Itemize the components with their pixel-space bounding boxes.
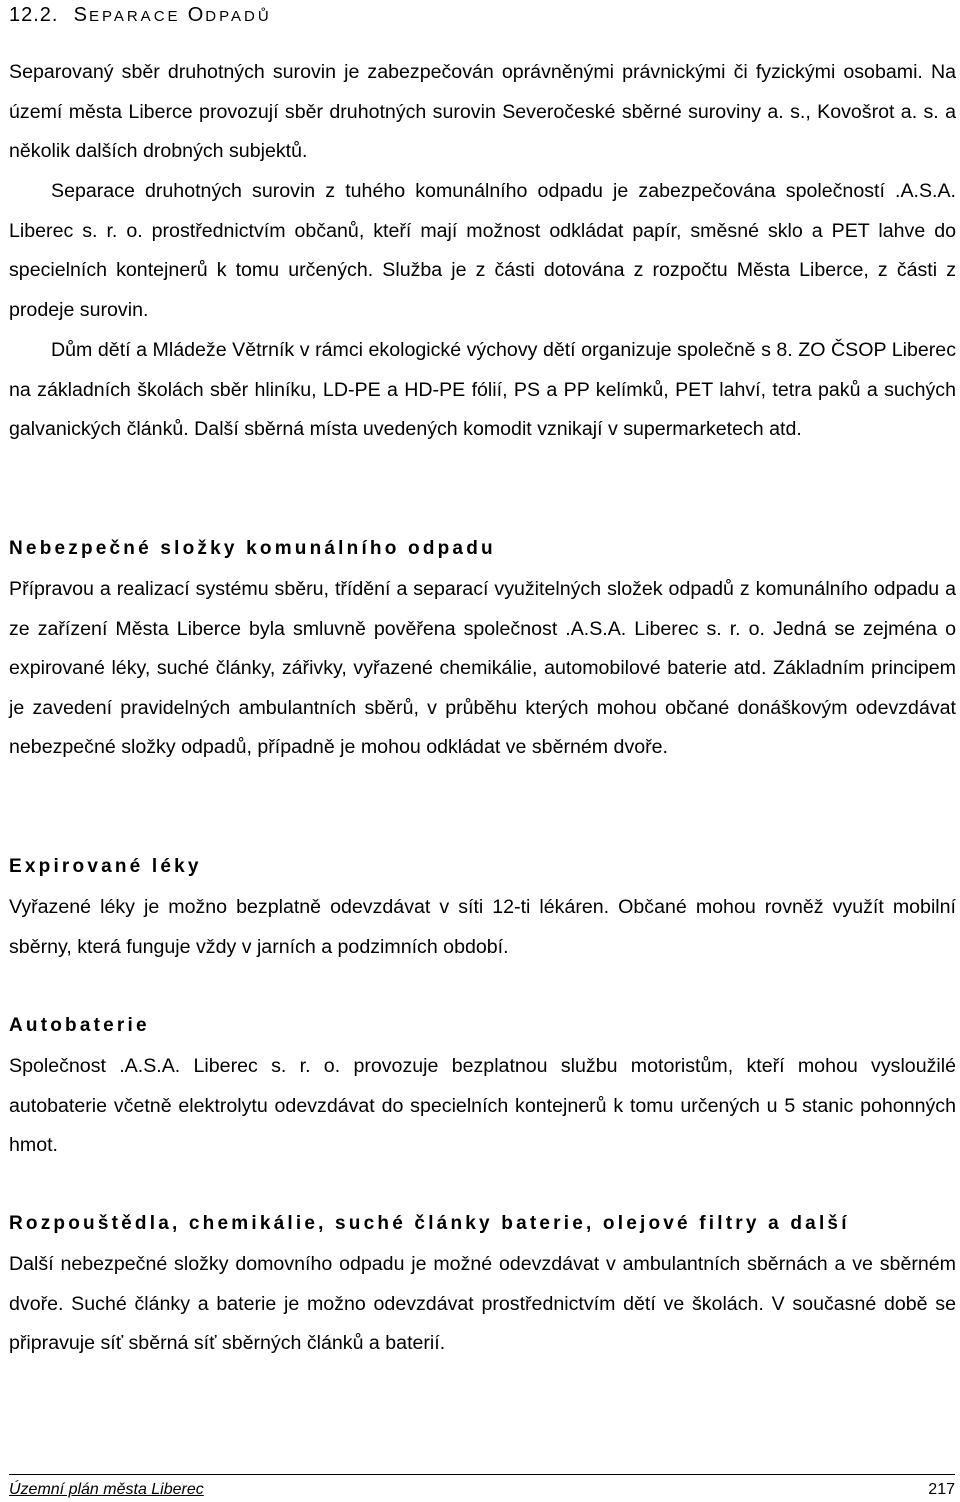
paragraph-car-batteries: Společnost .A.S.A. Liberec s. r. o. provozuje bezplatnou službu motoristům, kteří mohou vysloužilé autobaterie včetně elektrolytu odevzdávat do specielních kontejnerů k tomu určených u 5 stanic pohonných hmot. xyxy=(9,1055,956,1157)
subheading-hazardous-waste: Nebezpečné složky komunálního odpadu xyxy=(9,538,496,559)
section-title: SEPARACE ODPADŮ xyxy=(73,4,272,26)
paragraph-solvents-chemicals: Další nebezpečné složky domovního odpadu je možné odevzdávat v ambulantních sběrnách a ve sběrném dvoře. Suché články a baterie je možno odevzdávat prostřednictvím dětí ve školách. V současné době se připravuje síť sběrná síť sběrných článků a baterií. xyxy=(9,1253,956,1355)
paragraph-ddm-vetrnik: Dům dětí a Mládeže Větrník v rámci ekologické výchovy dětí organizuje společně s 8. ZO ČSOP Liberec na základních školách sběr hliníku, LD-PE a HD-PE fólií, PS a PP kelímků, PET lahví, tetra paků a suchých galvanických článků. Další sběrná místa uvedených komodit vznikají v supermarketech atd. xyxy=(9,339,956,441)
paragraph-expired-medicines: Vyřazené léky je možno bezplatně odevzdávat v síti 12-ti lékáren. Občané mohou rovněž využít mobilní sběrny, která funguje vždy v jarních a podzimních období. xyxy=(9,896,956,958)
subheading-solvents-chemicals: Rozpouštědla, chemikálie, suché články baterie, olejové filtry a další xyxy=(9,1213,850,1234)
paragraph-separation-asa: Separace druhotných surovin z tuhého komunálního odpadu je zabezpečována společností .A.S.A. Liberec s. r. o. prostřednictvím občanů, kteří mají možnost odkládat papír, směsné sklo a PET lahve do specielních kontejnerů k tomu určených. Služba je z části dotována z rozpočtu Města Liberce, z části z prodeje surovin. xyxy=(9,180,956,321)
paragraph-hazardous-waste: Přípravou a realizací systému sběru, třídění a separací využitelných složek odpadů z komunálního odpadu a ze zařízení Města Liberce byla smluvně pověřena společnost .A.S.A. Liberec s. r. o. Jedná se zejména o expirované léky, suché články, zářivky, vyřazené chemikálie, automobilové baterie atd. Základním principem je zavedení pravidelných ambulantních sběrů, v průběhu kterých mohou občané donáškovým odevzdávat nebezpečné složky odpadů, případně je mohou odkládat ve sběrném dvoře. xyxy=(9,578,956,759)
footer-title: Územní plán města Liberec xyxy=(9,1481,204,1498)
subheading-expired-medicines: Expirované léky xyxy=(9,856,202,877)
page-number: 217 xyxy=(928,1481,955,1498)
footer-divider xyxy=(9,1474,955,1475)
section-heading xyxy=(9,4,272,27)
subheading-car-batteries: Autobaterie xyxy=(9,1015,150,1036)
paragraph-separated-collection: Separovaný sběr druhotných surovin je zabezpečován oprávněnými právnickými či fyzickými osobami. Na území města Liberce provozují sběr druhotných surovin Severočeské sběrné suroviny a. s., Kovošrot a. s. a několik dalších drobných subjektů. xyxy=(9,61,956,163)
section-number: 12.2. xyxy=(9,4,59,26)
